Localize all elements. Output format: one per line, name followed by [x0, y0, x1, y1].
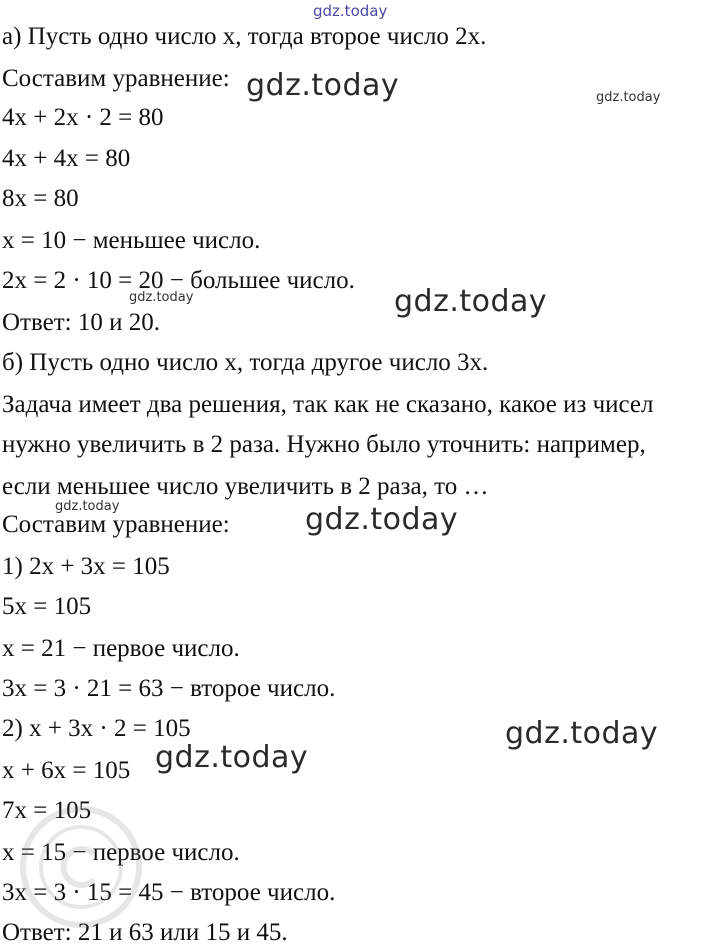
- part-b-note-line-1: Задача имеет два решения, так как не сказано, какое из чисел: [2, 391, 654, 418]
- answer-a: Ответ: 10 и 20.: [2, 309, 160, 336]
- equation-a-line-3: 8x = 80: [2, 185, 79, 212]
- equation-a-line-2: 4x + 4x = 80: [2, 145, 131, 172]
- part-a-intro: а) Пусть одно число x, тогда второе число 2x.: [2, 23, 487, 50]
- case-1-line-3: x = 21 − первое число.: [2, 635, 240, 662]
- watermark-top: gdz.today: [313, 2, 388, 20]
- case-2-line-2: x + 6x = 105: [2, 757, 131, 784]
- watermark-large-5: gdz.today: [155, 740, 309, 775]
- equation-a-line-4: x = 10 − меньшее число.: [2, 227, 261, 254]
- stamp-watermark-icon: [6, 792, 156, 942]
- watermark-small-2: gdz.today: [129, 290, 194, 305]
- part-b-note-line-3: если меньшее число увеличить в 2 раза, то …: [2, 473, 489, 500]
- part-b-note-line-2: нужно увеличить в 2 раза. Нужно было уточнить: например,: [2, 431, 646, 458]
- case-2-line-1: 2) x + 3x · 2 = 105: [2, 715, 191, 742]
- equation-a-line-5: 2x = 2 · 10 = 20 − большее число.: [2, 267, 355, 294]
- equation-heading-b: Составим уравнение:: [2, 511, 230, 538]
- watermark-large-1: gdz.today: [246, 68, 400, 103]
- watermark-small-1: gdz.today: [596, 90, 661, 105]
- case-2-line-4: x = 15 − первое число.: [2, 839, 240, 866]
- part-b-intro: б) Пусть одно число x, тогда другое число 3x.: [2, 349, 489, 376]
- case-1-line-2: 5x = 105: [2, 593, 92, 620]
- case-1-line-4: 3x = 3 · 21 = 63 − второе число.: [2, 675, 336, 702]
- watermark-large-2: gdz.today: [394, 284, 548, 319]
- answer-b: Ответ: 21 и 63 или 15 и 45.: [2, 919, 288, 946]
- equation-a-line-1: 4x + 2x · 2 = 80: [2, 104, 164, 131]
- equation-heading-a: Составим уравнение:: [2, 65, 230, 92]
- case-2-line-3: 7x = 105: [2, 797, 92, 824]
- watermark-large-3: gdz.today: [305, 502, 459, 537]
- case-1-line-1: 1) 2x + 3x = 105: [2, 553, 170, 580]
- case-2-line-5: 3x = 3 · 15 = 45 − второе число.: [2, 879, 336, 906]
- watermark-small-3: gdz.today: [55, 499, 120, 514]
- watermark-large-4: gdz.today: [505, 716, 659, 751]
